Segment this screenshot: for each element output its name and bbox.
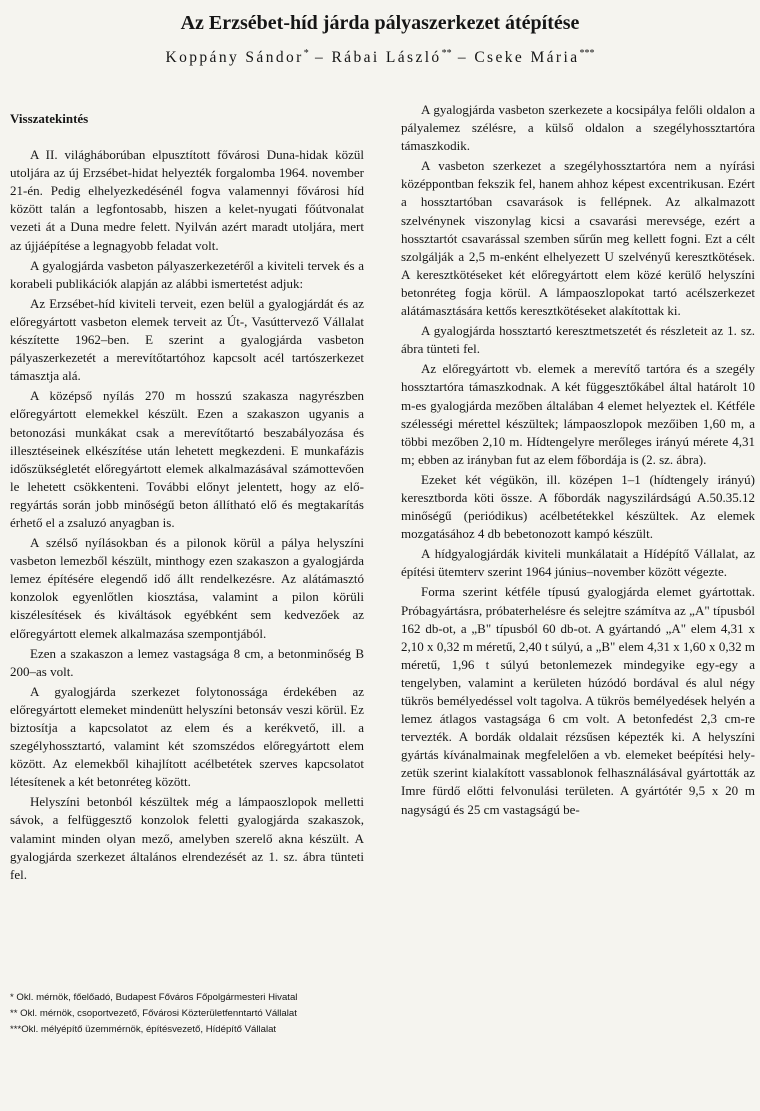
body-paragraph: Helyszíni betonból készültek még a lámpaoszlopok melletti sávok, a felfüggesztő konzolok feletti gyalogjárda szakaszok, valamint minden olyan mező, amelyben szerelő akna készült. A gyalogjárda szerkezet általános elrendezését az 1. sz. ábra tünteti fel. [10,794,364,882]
body-paragraph: Forma szerint kétféle típusú gyalogjárda elemet gyártottak. Próbagyártásra, próbaterhelésre és selejtre számítva az „A" típusból 162 db-ot, a „B" típusból 60 db-ot. A gyártandó „A" elem 4,31 x 2,10 x 0,32 m méretű, 2,40 t súlyú, a „B" elem 4,31 x 1,60 x 0,32 m méretű, 1,96 t súlyú betonlemezek mindegyike egy-egy a tengelyben, valamint a kerületen húzódó bordával és alul négy tükrös bemélyedéssel volt tagolva. A tükrös bemélyedések helyén a lemez átlagos vastagsága 6 cm volt. A betonfedést 2,3 cm-re tervezték. A bordák oldalait rézsűsen képezték ki. A helyszíni gyártás kívánalmainak megfelelően a vb. elemeket beépítési helyzetük szerint kialakított vassablonok felhasználásával gyártották az Imre fürdő előtti felvonulási területen. A gyártótér 9,5 x 20 m nagyságú és 25 cm vastagságú be- [401,584,755,817]
body-paragraph: A gyalogjárda hossztartó keresztmetszetét és részleteit az 1. sz. ábra tünteti fel. [401,323,755,357]
body-paragraph: A gyalogjárda vasbeton pályaszerkezetéről a kiviteli tervek és a korabeli publikációk alapján az alábbi ismertetést adjuk: [10,257,364,291]
body-paragraph: A középső nyílás 270 m hosszú szakasza nagyrészben előregyártott elemekkel készült. Ezen a szakaszon ugyanis a betonozási munkákat csak a merevítőtartó beszabályozása és illesztéseinek elkészítése után lehetett megkezdeni. E munkafázis időszükségletét előregyártott elemek alkalmazásával számottevően le lehetett csökkenteni. További előnyt jelentett, hogy az előregyártás során jobb minőségű beton állítható elő és megtakarítás érhető el a zsaluzó anyagban is. [10,388,364,530]
author-line [0,48,760,67]
author-separator: – [457,49,469,67]
author-name: Koppány Sándor [165,49,304,67]
left-column [10,110,364,886]
body-paragraph: A II. világháborúban elpusztított fővárosi Duna-hidak közül utoljára az új Erzsébet-hidat helyezték forgalomba 1964. november 21-én. Pedig elhelyezkedésénél fogva valamennyi fővárosi híd között talán a legfontosabb, hiszen a kelet-nyugati főútvonalat vezeti át a Duna medre felett. Nyilván azért maradt utoljára, mert az újjáépítése a legnagyobb feladat volt. [10,147,364,253]
article-title: Az Erzsébet-híd járda pályaszerkezet átépítése [180,12,580,34]
section-heading: Visszatekintés [10,111,89,126]
footnote: ***Okl. mélyépítő üzemmérnök, építésvezető, Hídépítő Vállalat [10,1024,277,1035]
body-paragraph: A vasbeton szerkezet a szegélyhossztartóra nem a nyírási középpontban fekszik fel, hanem ahhoz képest excentrikusan. Ezért a hossztartóban csavarások is fellépnek. Az alkalmazott szelvénynek viszonylag kicsi a csavarási merevsége, ezért a hossztartót csavarással szemben sűrűn meg kellett fogni. Ezt a célt szolgálják a 2,5 m-enként elhelyezett U szelvényű keresztkötések. A keresztkötéseket két előregyártott elem közé kerülő helyszíni betonréteg fogja körül. A lámpaoszlopokat tartó acélszerkezet alátámasztására kettős keresztkötéseket alakítottak ki. [401,158,755,319]
author-footnote-mark: * [303,48,309,59]
footnote: * Okl. mérnök, főelőadó, Budapest Főváros Főpolgármesteri Hivatal [10,992,298,1003]
body-paragraph: Az előregyártott vb. elemek a merevítő tartóra és a szegély hossztartóra támaszkodnak. A két függesztőkábel által határolt 10 m-es gyalogjárda mezőben általában 4 elemet helyeztek el. Kétféle szélességi mérettel készültek; lámpaoszlopok mezőiben 1,60 m, a többi mezőben 2,10 m. Hídtengelyre merőleges irányú mérete 4,31 m; ebben az irányban fut az elem főbordája is (2. sz. ábra). [401,361,755,467]
author-footnote-mark: ** [441,48,452,59]
body-paragraph: A gyalogjárda vasbeton szerkezete a kocsipálya felőli oldalon a pályalemez szélésre, a külső oldalon a szegélyhossztartóra támaszkodik. [401,102,755,154]
footnote: ** Okl. mérnök, csoportvezető, Fővárosi Közterületfenntartó Vállalat [10,1008,297,1019]
body-paragraph: Az Erzsébet-híd kiviteli terveit, ezen belül a gyalogjárdát és az előregyártott vasbeton elemek terveit az Út-, Vasúttervező Vállalat készítette 1962–ben. E szerint a gyalogjárda vasbeton pályaszerkezetét a merevítőtartóhoz kapcsolt acél tartószerkezet támasztja alá. [10,295,364,384]
body-paragraph: Ezeket két végükön, ill. középen 1–1 (hídtengely irányú) keresztborda köti össze. A főbordák nagyszilárdságú A.50.35.12 minőségű (periódikus) acélbetétekkel készültek. Az elemek mozgatásához 4 db bebetonozott kampó készült. [401,471,755,542]
body-paragraph: A hídgyalogjárdák kiviteli munkálatait a Hídépítő Vállalat, az építési ütemterv szerint 1964 június–november között végezte. [401,546,755,580]
body-paragraph: A szélső nyílásokban és a pilonok körül a pálya helyszíni vasbeton lemezből készült, minthogy ezen szakaszon a gyalogjárda lemez építésére elegendő idő állt rendelkezésre. Az alátámasztó konzolok egyenlőtlen kiosztása, valamint a pilon körüli kiszélesítések és kiváltások egyébként sem kedvezőek az előregyártott elemek alkalmazása szempontjából. [10,535,364,641]
author-separator: – [315,49,326,67]
author-name: Cseke Mária [474,49,580,67]
author-name: Rábai László [331,49,442,67]
author-footnotes [10,990,380,1038]
body-paragraph: Ezen a szakaszon a lemez vastagsága 8 cm, a betonminőség B 200–as volt. [10,645,364,679]
author-footnote-mark: *** [579,48,595,59]
right-column [401,101,755,821]
body-paragraph: A gyalogjárda szerkezet folytonossága érdekében az előregyártott elemeket mindenütt helyszíni betonsáv veszi körül. Ez biztosítja a kapcsolatot az elem és a kerékvető, ill. a szegélyhossztartó, valamint két szomszédos előregyártott elem között. Az elemekből kihajlított acélbetétek szerves kapcsolatot létesítenek a két betonréteg között. [10,683,364,790]
